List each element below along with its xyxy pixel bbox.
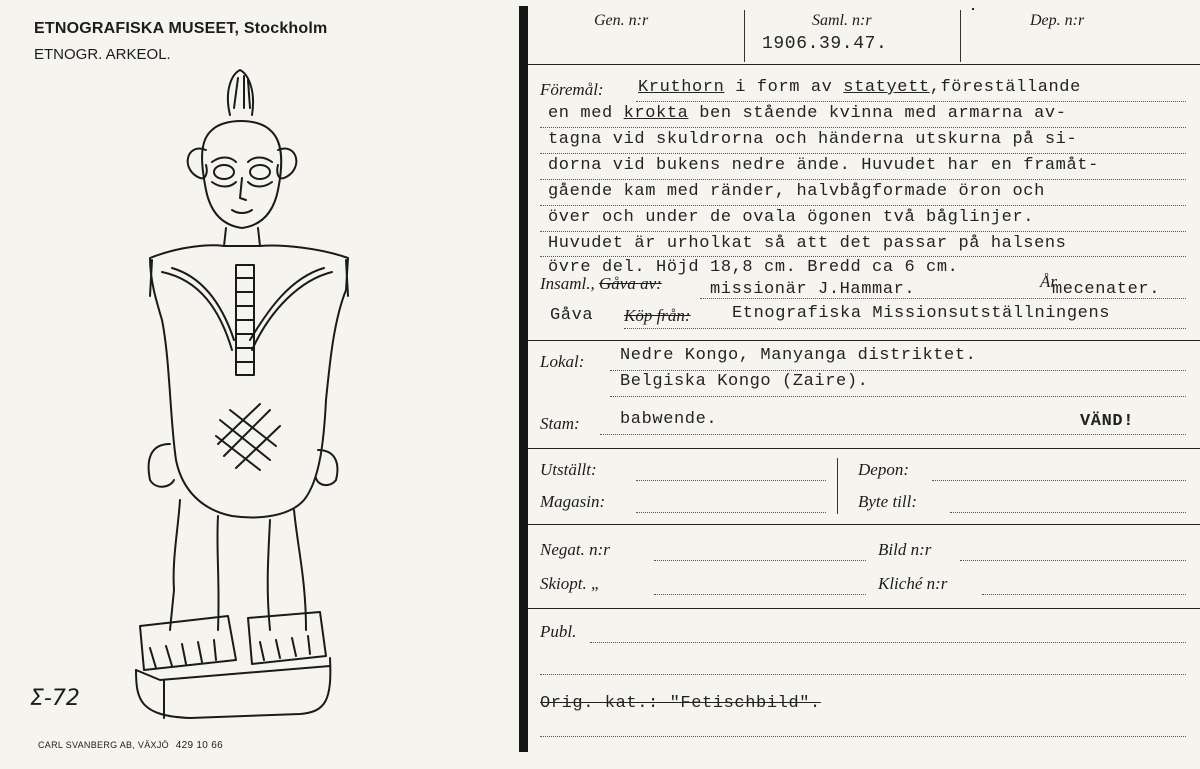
printer-code: 429 10 66 [175,740,223,751]
ink-mark [972,8,974,10]
description-line-3: tagna vid skuldrorna och händerna utskurna på si- [548,130,1078,149]
dotted-rule [540,674,1186,675]
desc-krokta: krokta [623,104,689,123]
ar-label: År [1040,272,1057,291]
dotted-rule [654,560,866,561]
description-line-4: dorna vid bukens nedre ände. Huvudet har en framåt- [548,156,1099,175]
dotted-rule [960,560,1186,561]
description-line-6: över och under de ovala ögonen två båglinjer. [548,208,1035,227]
kop-fran-label: Köp från: [624,306,691,325]
card-divider-bar [519,6,528,752]
dotted-rule [540,179,1186,180]
saml-value: 1906.39.47. [762,34,888,54]
description-line-5: gående kam med ränder, halvbågformade öron och [548,182,1045,201]
section-rule-2 [528,448,1200,449]
figure-illustration [120,60,370,720]
negat-label: Negat. n:r [540,540,610,559]
gen-label: Gen. n:r [594,12,649,29]
catalogue-mark: Σ-72 [30,686,80,711]
printer-imprint [38,740,223,751]
dotted-rule [950,512,1186,513]
saml-label: Saml. n:r [812,12,872,29]
dotted-rule [700,298,1186,299]
header-divider-1 [744,10,745,62]
dotted-rule [600,434,1186,435]
museum-name [34,20,327,38]
dep-label: Dep. n:r [1030,12,1085,29]
utstallt-label: Utställt: [540,460,597,479]
dotted-rule [982,594,1186,595]
dotted-rule [636,101,1186,102]
dotted-rule [540,205,1186,206]
bild-label: Bild n:r [878,540,932,559]
dotted-rule [540,231,1186,232]
orig-kat: Orig. kat.: "Fetischbild". [540,694,821,713]
desc-forestallande: ,föreställande [929,78,1081,97]
insaml-label [540,274,662,294]
gava-value: Gåva [550,306,594,325]
museum-name-text: ETNOGRAFISKA MUSEET, [34,20,240,37]
dotted-rule [540,256,1186,257]
ar-value: mecenater. [1052,280,1161,299]
foremal-label: Föremål: [540,80,604,99]
insaml-text: Insaml., [540,274,595,293]
printer-name: CARL SVANBERG AB, VÄXJÖ [38,740,169,750]
description-line-7: Huvudet är urholkat så att det passar på halsens [548,234,1067,253]
desc-en-med: en med [548,104,613,123]
dotted-rule [624,328,1186,329]
dotted-rule [610,396,1186,397]
dotted-rule [590,642,1186,643]
magasin-label: Magasin: [540,492,606,511]
kliche-label: Kliché n:r [878,574,948,593]
kop-fran-value: Etnografiska Missionsutställningens [732,304,1111,323]
dotted-rule [540,736,1186,737]
dotted-rule [610,370,1186,371]
dotted-rule [636,480,826,481]
stam-value: babwende. [620,410,718,429]
description-line-8: övre del. Höjd 18,8 cm. Bredd ca 6 cm. [548,258,959,277]
dotted-rule [932,480,1186,481]
depon-label: Depon: [858,460,909,479]
desc-i-form-av: i form av [735,78,833,97]
lokal-label: Lokal: [540,352,585,371]
description-line-1 [638,78,1081,97]
gava-av-label: Gåva av: [599,274,662,293]
desc-kruthorn: Kruthorn [638,78,725,97]
department-label: ETNOGR. ARKEOL. [34,46,171,63]
byte-till-label: Byte till: [858,492,918,511]
section-rule-4 [528,608,1200,609]
description-line-2 [548,104,1067,123]
lokal-line-1: Nedre Kongo, Manyanga distriktet. [620,346,977,365]
dotted-rule [540,127,1186,128]
dotted-rule [636,512,826,513]
desc-statyett: statyett [843,78,930,97]
dotted-rule [540,153,1186,154]
insaml-value: missionär J.Hammar. [710,280,916,299]
vand-marker: VÄND! [1080,412,1135,431]
section-rule-1 [528,340,1200,341]
header-divider-2 [960,10,961,62]
header-rule [528,64,1200,65]
column-divider [837,458,838,514]
dotted-rule [654,594,866,595]
publ-label: Publ. [540,622,577,641]
museum-city: Stockholm [243,20,328,37]
skiopt-label: Skiopt. „ [540,574,601,593]
desc-line-2-rest: ben stående kvinna med armarna av- [699,104,1067,123]
stam-label: Stam: [540,414,580,433]
lokal-line-2: Belgiska Kongo (Zaire). [620,372,869,391]
section-rule-3 [528,524,1200,525]
